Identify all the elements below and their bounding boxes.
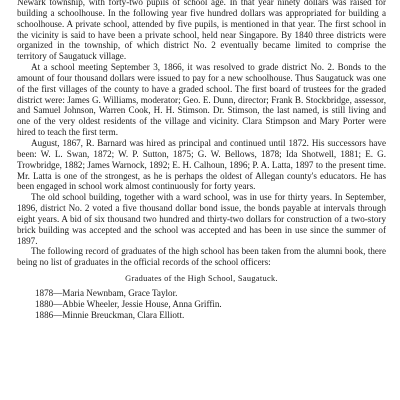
- graduate-entry: 1886—Minnie Breuckman, Clara Elliott.: [35, 309, 185, 320]
- graduates-list: [17, 288, 386, 321]
- graduate-entry: 1880—Abbie Wheeler, Jessie House, Anna Griffin.: [35, 298, 222, 309]
- paragraph-graded-district: At a school meeting September 3, 1866, it was resolved to grade district No. 2. Bonds to the amount of four thousand dollars were issued to pay for a new schoolhouse. Thus Saugatuck was one of the first villages of the county to have a graded school. The first board of trustees for the graded district were: James G. Williams, moderator; Geo. E. Dunn, director; Frank B. Stockbridge, assessor, and Samuel Johnson, Warren Cook, H. H. Stimson. Dr. Stimson, the last named, is still living and one of the very oldest residents of the village and vicinity. Clara Stimpson and Mary Porter were hired to teach the first term.: [17, 62, 386, 138]
- paragraph-principals: August, 1867, R. Barnard was hired as principal and continued until 1872. His successors have been: W. L. Swan, 1872; W. P. Sutton, 1875; G. W. Bellows, 1878; Ida Shotwell, 1881; E. G. Trowbridge, 1882; James Warnock, 1892; E. H. Calhoun, 1896; P. A. Latta, 1897 to the present time. Mr. Latta is one of the strongest, as he is perhaps the oldest of Allegan county's educators. He has been engaged in school work almost continuously for forty years.: [17, 137, 386, 192]
- graduates-heading: Graduates of the High School, Saugatuck.: [125, 274, 278, 284]
- paragraph-school-building: The old school building, together with a ward school, was in use for thirty years. In September, 1896, district No. 2 voted a five thousand dollar bond issue, the bonds payable at intervals through eight years. A bid of six thousand two hundred and thirty-two dollars for construction of a two-story brick building was accepted and the school was accepted and has been in use since the summer of 1897.: [17, 192, 386, 246]
- graduate-entry: 1878—Maria Newnbam, Grace Taylor.: [35, 288, 178, 299]
- paragraph-graduate-record: The following record of graduates of the high school has been taken from the alumni book, there being no list of graduates in the official records of the school officers:: [17, 246, 386, 268]
- paragraph-township-schools: Newark township, with forty-two pupils of school age. In that year ninety dollars was raised for building a schoolhouse. In the following year five hundred dollars was appropriated for building a schoolhouse. A private school, attended by five pupils, is mentioned in that year. The first school in the vicinity is said to have been a private school, held near Singapore. By 1840 three districts were organized in the township, of which district No. 2 eventually became limited to comprise the territory of Saugatuck village.: [17, 0, 386, 62]
